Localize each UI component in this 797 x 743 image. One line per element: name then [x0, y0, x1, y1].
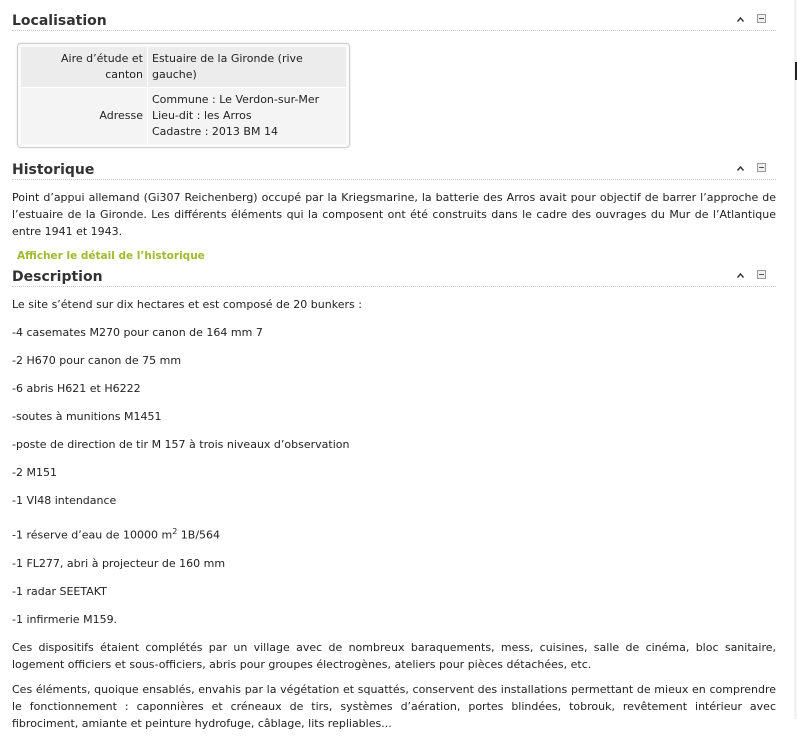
historique-detail-link[interactable]: Afficher le détail de l’historique [17, 250, 205, 262]
description-title: Description [12, 269, 103, 285]
address-commune: Commune : Le Verdon-sur-Mer [152, 93, 320, 106]
reserve-text: -1 réserve d’eau de 10000 m [12, 528, 173, 542]
localisation-table [17, 43, 350, 148]
list-item: -1 radar SEETAKT [12, 584, 107, 598]
row-value-adresse [148, 88, 347, 145]
list-item: -6 abris H621 et H6222 [12, 382, 141, 395]
reserve-superscript: 2 [172, 527, 178, 536]
list-item: -4 casemates M270 pour canon de 164 mm 7 [12, 326, 263, 339]
table-row [21, 88, 346, 145]
list-item: -2 H670 pour canon de 75 mm [12, 354, 182, 367]
description-header [12, 263, 776, 287]
list-item: -2 M151 [12, 466, 57, 479]
list-item: -soutes à munitions M1451 [12, 410, 162, 423]
table-row [21, 47, 346, 88]
row-label-aire: Aire d’étude et canton [21, 47, 148, 88]
row-label-adresse: Adresse [21, 88, 148, 145]
historique-header [12, 156, 776, 180]
localisation-header [12, 7, 776, 31]
chevron-up-icon[interactable] [736, 15, 745, 24]
collapse-box-icon[interactable] [757, 163, 766, 172]
chevron-up-icon[interactable] [736, 164, 745, 173]
address-cadastre: Cadastre : 2013 BM 14 [152, 125, 278, 138]
address-lieudit: Lieu-dit : les Arros [152, 109, 252, 122]
chevron-up-icon[interactable] [736, 271, 745, 280]
row-value-aire: Estuaire de la Gironde (rive gauche) [148, 47, 347, 88]
description-body [12, 296, 776, 732]
collapse-box-icon[interactable] [757, 14, 766, 23]
description-paragraph: Ces dispositifs étaient complétés par un village avec de nombreux baraquements, mess, cuisines, salle de cinéma, bloc sanitaire, logement officiers et sous-officiers, abris pour groupes électrogènes, ateliers pour pièces détachées, etc. [12, 640, 776, 671]
list-item-reserve [12, 523, 776, 544]
list-item: -1 infirmerie M159. [12, 612, 118, 626]
content-page [12, 0, 776, 743]
list-item: -1 VI48 intendance [12, 494, 117, 507]
historique-title: Historique [12, 162, 95, 178]
localisation-title: Localisation [12, 13, 107, 29]
description-intro: Le site s’étend sur dix hectares et est composé de 20 bunkers : [12, 298, 362, 311]
collapse-box-icon[interactable] [757, 270, 766, 279]
list-item: -1 FL277, abri à projecteur de 160 mm [12, 556, 226, 570]
reserve-suffix: 1B/564 [177, 528, 221, 542]
historique-text: Point d’appui allemand (Gi307 Reichenberg) occupé par la Kriegsmarine, la batterie des Arros avait pour objectif de barrer l’approche de l’estuaire de la Gironde. Les différents éléments qui la composent ont été construits dans le cadre des ouvrages du Mur de l’Atlantique entre 1941 et 1943. [12, 191, 776, 238]
list-item: -poste de direction de tir M 157 à trois niveaux d’observation [12, 438, 350, 451]
description-paragraph: Ces éléments, quoique ensablés, envahis par la végétation et squattés, conservent des installations permettant de mieux en comprendre le fonctionnement : caponnières et créneaux de tirs, systèmes d’aération, portes blindées, tobrouk, revêtement intérieur avec fibrociment, amiante et peinture hydrofuge, câblage, lits repliables... [12, 682, 776, 730]
